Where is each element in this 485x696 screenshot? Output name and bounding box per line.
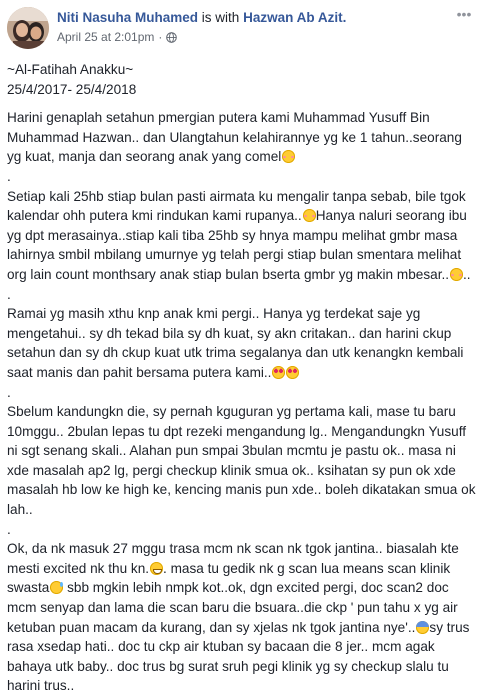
paragraph-4: Sbelum kandungkn die, sy pernah kguguran yg pertama kali, mase tu baru 10mggu.. 2bulan lepas tu dpt rezeki mengandung lg.. Mengandungkn Yusuff ni sgt senang skali.. Alahan pun smpai 3bulan mcmtu je pastu ok.. masa ni xde masalah ap2 lg, pergi checkup klinik smua ok.. ksihatan sy pun ok xde masalah hb low ke high ke, kencing manis pun xde.. boleh dikatakan smua ok lah.. xyxy=(7,404,476,518)
smiling-face-icon xyxy=(282,150,295,163)
post-timestamp-link[interactable]: April 25 at 2:01pm xyxy=(57,30,155,44)
paragraph-5-text-b: . masa tu gedik nk g scan lua means scan klinik swasta xyxy=(7,560,451,596)
paragraph-1 xyxy=(7,108,479,167)
paragraph-5-text-d: sy trus rasa xsedap hati.. doc tu ckp air ktuban sy bacaan die 8 jer.. mcm agak bahaya utk baby.. doc trus bg surat sruh pegi klinik yg sy checkup slalu tu harini trus.. xyxy=(7,619,470,694)
author-name-link[interactable]: Niti Nasuha Muhamed xyxy=(57,10,199,25)
smiling-face-icon xyxy=(450,268,463,281)
paragraph-3 xyxy=(7,304,479,382)
paragraph-5-text-a: Ok, da nk masuk 27 mggu trasa mcm nk scan nk tgok jantina.. biasalah kte mesti excited nk thu kn. xyxy=(7,541,459,576)
globe-icon[interactable] xyxy=(166,32,177,43)
paragraph-5-text-c: sbb mgkin lebih nmpk kot..ok, dgn excited pergi, doc scan2 doc mcm senyap dan lama die scan baru die bsuara..die ckp ' pun tahu x yg air ketuban puan macam da kurang, dan sy xjelas nk tgok jantina nye'.. xyxy=(7,580,458,635)
post-dates: 25/4/2017- 25/4/2018 xyxy=(7,81,137,97)
paragraph-1-text: Harini genaplah setahun pmergian putera kami Muhammad Yusuff Bin Muhammad Hazwan.. dan Ulangtahun kelahirannye yg ke 1 tahun..seorang yg kuat, manja dan seorang anak yang comel xyxy=(7,110,462,165)
post-title: ~Al-Fatihah Anakku~ xyxy=(7,62,134,77)
author-line xyxy=(57,10,346,25)
author-avatar[interactable] xyxy=(7,7,49,49)
post-header xyxy=(0,0,485,52)
grinning-face-icon xyxy=(150,562,163,575)
separator-dot: . xyxy=(7,384,11,400)
separator-dot: . xyxy=(7,286,11,302)
heart-eyes-icon xyxy=(272,366,285,379)
paragraph-2 xyxy=(7,187,479,285)
with-text: is with xyxy=(201,10,240,25)
paragraph-3-text: Ramai yg masih xthu knp anak kmi pergi.. Hanya yg terdekat saje yg mengetahui.. sy dh tekad bila sy dh kuat, sy akn critakan.. dan harini ckup setahun dan sy dh ckup kuat utk trima segalanya dan utk kenangkn kembali saat manis dan pahit bersama putera kami.. xyxy=(7,306,464,380)
paragraph-2-text-a: Setiap kali 25hb stiap bulan pasti airmata ku mengalir tanpa sebab, bile tgok kalendar ohh putera kmi rindukan kami rupanya.. xyxy=(7,188,466,224)
post-meta xyxy=(57,30,177,44)
separator-dot: . xyxy=(7,168,11,184)
meta-separator: · xyxy=(158,30,163,44)
smiling-face-icon xyxy=(303,209,316,222)
paragraph-5 xyxy=(7,539,479,696)
paragraph-2-text-b: Hanya naluri seorang ibu yg dpt merasainya..stiap kali tiba 25hb sy hnya mampu melihat gmbr masa lahirnya smbil mbilang umurnye yg telah pergi stiap bulan smentara melihat org lain count monthsary anak stiap bulan bserta gmbr yg makin mbesar.. xyxy=(7,208,467,282)
heart-eyes-icon xyxy=(286,366,299,379)
grinning-sweat-icon xyxy=(50,581,63,594)
avatar-photo xyxy=(7,7,49,49)
paragraph-2-text-c: .. xyxy=(463,266,471,282)
separator-dot: . xyxy=(7,521,11,537)
more-options-icon[interactable]: ••• xyxy=(456,6,472,22)
post-body xyxy=(7,60,479,696)
fearful-face-icon xyxy=(416,621,429,634)
tagged-user-link[interactable]: Hazwan Ab Azit. xyxy=(243,10,347,25)
